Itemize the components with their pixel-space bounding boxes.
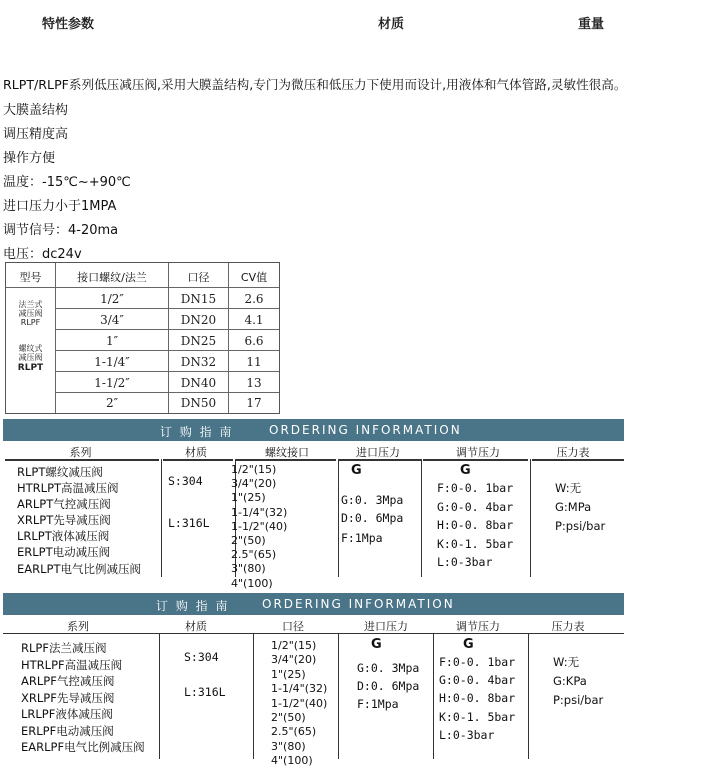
header-underline bbox=[163, 459, 233, 461]
group-flange: 法兰式 减压阀 RLPF bbox=[18, 300, 43, 327]
banner-cn: 订 购 指 南 bbox=[156, 599, 230, 613]
list-item: 3/4"(20) bbox=[271, 653, 317, 667]
spec-table bbox=[5, 262, 280, 414]
header-bore: 口径 bbox=[187, 271, 210, 284]
column-divider bbox=[161, 459, 162, 577]
adjust-code-g: G bbox=[463, 637, 474, 652]
row-size: 2″ bbox=[105, 396, 119, 410]
group-thread-code: RLPT bbox=[17, 363, 44, 373]
list-item: ERLPT电动减压阀 bbox=[17, 545, 111, 560]
list-item: 3"(80) bbox=[271, 739, 306, 753]
row-size: 1-1/4″ bbox=[94, 355, 130, 369]
list-item: LRLPF液体减压阀 bbox=[21, 707, 113, 721]
list-item: ARLPT气控减压阀 bbox=[17, 497, 111, 512]
gauge-list bbox=[553, 653, 603, 710]
feature-line: 调节信号：4-20ma bbox=[3, 223, 119, 238]
col-bore-header: 口径 bbox=[282, 620, 304, 633]
list-item: 4"(100) bbox=[271, 754, 313, 768]
list-item: 1-1/2"(40) bbox=[271, 696, 328, 710]
row-cv: 17 bbox=[246, 396, 262, 410]
list-item: 2.5"(65) bbox=[231, 548, 277, 562]
list-item: ERLPF电动减压阀 bbox=[21, 723, 114, 738]
list-item: 1-1/4"(32) bbox=[271, 682, 328, 696]
product-description: RLPT/RLPF系列低压减压阀,采用大膜盖结构,专门为微压和低压力下使用而设计,用液体和气体管路,灵敏性很高。 bbox=[3, 77, 627, 92]
list-item: G:0-0. 4bar bbox=[439, 673, 516, 688]
list-item: RLPT螺纹减压阀 bbox=[17, 465, 103, 479]
header-underline bbox=[339, 459, 421, 461]
row-size: 3/4″ bbox=[100, 313, 124, 327]
list-item: K:0-1. 5bar bbox=[437, 536, 514, 551]
row-cv: 13 bbox=[246, 376, 262, 390]
list-item: L:0-3bar bbox=[439, 727, 495, 742]
banner-en: ORDERING INFORMATION bbox=[269, 423, 462, 437]
row-cv: 2.6 bbox=[244, 292, 264, 306]
list-item: 2"(50) bbox=[271, 711, 306, 725]
material-s: S:304 bbox=[184, 650, 219, 664]
list-item: P:psi/bar bbox=[553, 693, 604, 707]
ordering-banner bbox=[3, 593, 624, 615]
list-item: L:0-3bar bbox=[437, 555, 493, 569]
header-underline bbox=[423, 459, 528, 461]
list-item: 3/4"(20) bbox=[231, 477, 277, 491]
col-inlet-header: 进口压力 bbox=[364, 620, 408, 633]
list-item: 1-1/4"(32) bbox=[231, 505, 288, 519]
row-cv: 6.6 bbox=[244, 334, 264, 348]
feature-line: 电压：dc24v bbox=[3, 247, 82, 262]
banner-en: ORDERING INFORMATION bbox=[262, 597, 455, 611]
list-item: G:KPa bbox=[553, 674, 587, 688]
list-item: G:0-0. 4bar bbox=[437, 499, 514, 514]
tab-material[interactable]: 材质 bbox=[378, 17, 405, 32]
tab-weight[interactable]: 重量 bbox=[578, 17, 605, 32]
column-divider bbox=[159, 633, 160, 759]
row-dn: DN15 bbox=[180, 292, 217, 306]
list-item: EARLPT电气比例减压阀 bbox=[17, 561, 141, 576]
gauge-list bbox=[555, 479, 605, 536]
col-gauge-header: 压力表 bbox=[551, 620, 585, 633]
material-s: S:304 bbox=[168, 474, 203, 488]
column-divider bbox=[338, 633, 339, 759]
feature-line: 操作方便 bbox=[3, 151, 56, 166]
row-size: 1″ bbox=[105, 334, 119, 348]
row-cv: 11 bbox=[246, 355, 262, 369]
list-item: EARLPF电气比例减压阀 bbox=[21, 740, 145, 754]
list-item: 1-1/2"(40) bbox=[231, 519, 288, 533]
list-item: W:无 bbox=[555, 481, 582, 495]
feature-line: 进口压力小于1MPA bbox=[3, 199, 117, 214]
bore-list bbox=[271, 639, 327, 769]
col-thread-header: 螺纹接口 bbox=[265, 446, 309, 459]
column-divider bbox=[421, 459, 422, 577]
list-item: 1"(25) bbox=[271, 667, 306, 681]
ordering-info-threaded bbox=[3, 419, 624, 590]
list-item: H:0-0. 8bar bbox=[439, 691, 516, 706]
list-item: F:1Mpa bbox=[341, 531, 383, 545]
list-item: K:0-1. 5bar bbox=[439, 709, 516, 724]
list-item: W:无 bbox=[553, 655, 580, 669]
list-item: HTRLPF高温减压阀 bbox=[21, 657, 123, 672]
column-divider bbox=[530, 459, 531, 577]
list-item: 2"(50) bbox=[231, 534, 266, 548]
feature-line: 温度：-15℃~+90℃ bbox=[3, 175, 131, 190]
list-item: XRLPT先导减压阀 bbox=[17, 513, 111, 528]
list-item: D:0. 6Mpa bbox=[357, 679, 420, 693]
column-divider bbox=[253, 633, 254, 759]
list-item: F:0-0. 1bar bbox=[437, 481, 514, 495]
feature-line: 大膜盖结构 bbox=[3, 103, 69, 118]
header-connection: 接口螺纹/法兰 bbox=[77, 271, 147, 284]
header-cv: CV值 bbox=[240, 271, 268, 284]
group-thread: 螺纹式 减压阀 bbox=[18, 344, 43, 362]
adjust-list bbox=[439, 653, 515, 744]
column-divider bbox=[433, 633, 434, 759]
header-underline bbox=[236, 459, 336, 461]
list-item: F:1Mpa bbox=[357, 697, 399, 711]
col-series-header: 系列 bbox=[69, 446, 92, 459]
inlet-list bbox=[357, 659, 419, 713]
list-item: H:0-0. 8bar bbox=[437, 518, 514, 532]
column-divider bbox=[528, 633, 529, 759]
row-dn: DN40 bbox=[180, 376, 217, 390]
inlet-list bbox=[341, 491, 403, 547]
header-underline bbox=[532, 459, 624, 461]
list-item: 1"(25) bbox=[231, 491, 266, 505]
header-underline bbox=[3, 633, 624, 634]
ordering-info-flange bbox=[3, 593, 624, 768]
thread-list bbox=[231, 463, 287, 591]
material-l: L:316L bbox=[184, 685, 226, 699]
list-item: ARLPF气控减压阀 bbox=[21, 674, 115, 688]
row-dn: DN20 bbox=[180, 313, 217, 327]
row-dn: DN50 bbox=[180, 396, 217, 410]
col-material-header: 材质 bbox=[185, 620, 207, 633]
material-l: L:316L bbox=[168, 516, 210, 530]
row-cv: 4.1 bbox=[244, 313, 264, 327]
list-item: RLPF法兰减压阀 bbox=[21, 641, 107, 655]
banner-cn: 订 购 指 南 bbox=[160, 425, 234, 439]
list-item: G:MPa bbox=[555, 500, 592, 514]
product-tabs bbox=[0, 0, 726, 44]
adjust-list bbox=[437, 479, 513, 572]
series-list bbox=[17, 464, 141, 577]
row-dn: DN32 bbox=[180, 355, 217, 369]
list-item: XRLPF先导减压阀 bbox=[21, 690, 115, 705]
tab-specs[interactable]: 特性参数 bbox=[42, 17, 95, 32]
list-item: G:0. 3Mpa bbox=[341, 493, 404, 507]
list-item: HTRLPT高温减压阀 bbox=[17, 481, 119, 496]
inlet-code-g: G bbox=[351, 463, 362, 478]
list-item: G:0. 3Mpa bbox=[357, 661, 420, 675]
series-list bbox=[21, 640, 145, 756]
list-item: LRLPT液体减压阀 bbox=[17, 529, 110, 544]
col-material-header: 材质 bbox=[185, 446, 207, 459]
list-item: 3"(80) bbox=[231, 562, 266, 576]
col-gauge-header: 压力表 bbox=[556, 446, 590, 459]
list-item: P:psi/bar bbox=[555, 519, 606, 533]
list-item: D:0. 6Mpa bbox=[341, 511, 404, 525]
list-item: 4"(100) bbox=[231, 576, 273, 590]
adjust-code-g: G bbox=[460, 463, 471, 478]
row-size: 1/2″ bbox=[100, 292, 124, 306]
inlet-code-g: G bbox=[371, 637, 382, 652]
feature-line: 调压精度高 bbox=[3, 127, 69, 142]
col-adjust-header: 调节压力 bbox=[456, 446, 500, 459]
ordering-banner bbox=[3, 419, 624, 441]
list-item: 1/2"(15) bbox=[271, 639, 317, 652]
list-item: F:0-0. 1bar bbox=[439, 655, 516, 669]
col-inlet-header: 进口压力 bbox=[356, 446, 400, 459]
col-adjust-header: 调节压力 bbox=[456, 620, 500, 633]
list-item: 1/2"(15) bbox=[231, 463, 277, 476]
row-dn: DN25 bbox=[180, 334, 217, 348]
row-size: 1-1/2″ bbox=[94, 376, 130, 390]
list-item: 2.5"(65) bbox=[271, 725, 317, 739]
col-series-header: 系列 bbox=[67, 620, 89, 633]
header-model: 型号 bbox=[19, 271, 42, 284]
column-divider bbox=[338, 459, 339, 577]
header-underline bbox=[5, 459, 159, 461]
